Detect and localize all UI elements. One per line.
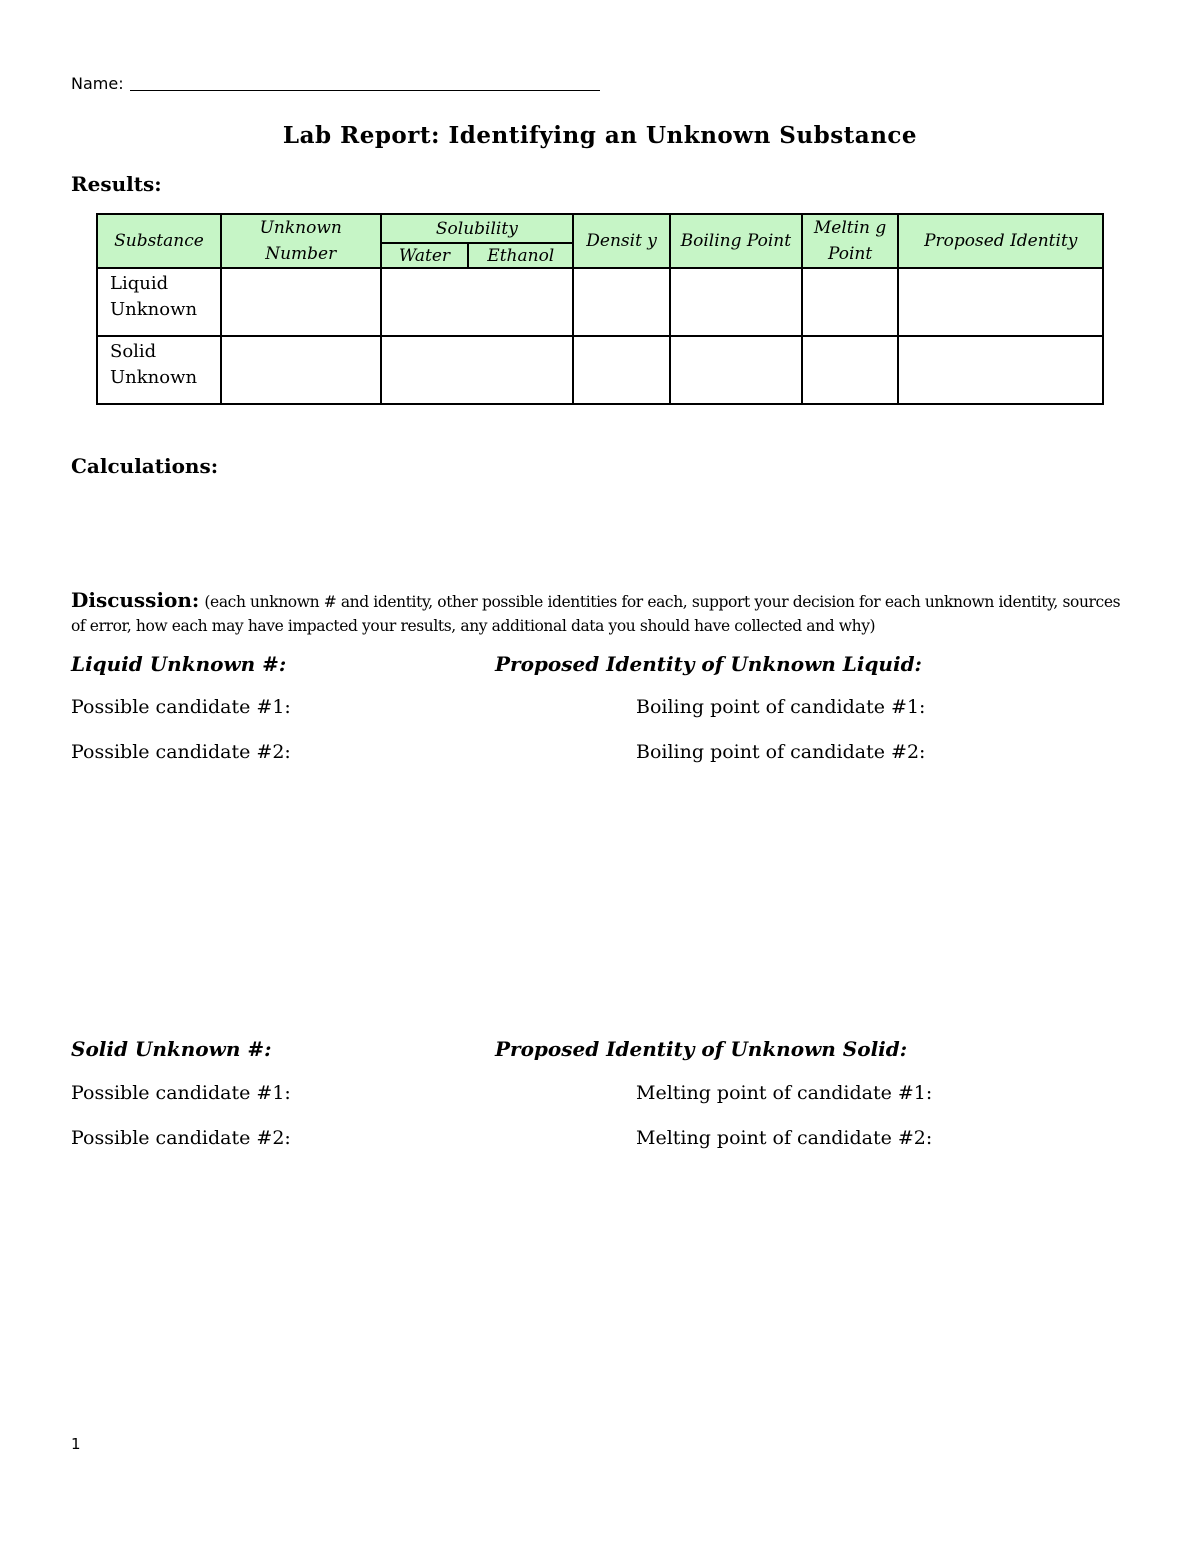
cell-solubility[interactable] (381, 336, 574, 404)
cell-boiling-point[interactable] (670, 336, 802, 404)
cell-solubility[interactable] (381, 268, 574, 336)
liquid-proposed-identity-label: Proposed Identity of Unknown Liquid: (495, 652, 922, 676)
cell-unknown-number[interactable] (221, 336, 381, 404)
discussion-block (71, 588, 1131, 638)
header-substance: Substance (97, 214, 221, 268)
cell-melting-point[interactable] (802, 336, 899, 404)
header-ethanol: Ethanol (468, 243, 573, 268)
page-title: Lab Report: Identifying an Unknown Substance (282, 122, 918, 149)
discussion-heading: Discussion: (71, 588, 200, 612)
solid-candidate-1-label: Possible candidate #1: (71, 1082, 291, 1104)
solid-proposed-identity-label: Proposed Identity of Unknown Solid: (495, 1037, 908, 1061)
header-solubility: Solubility (381, 214, 574, 243)
name-blank-line[interactable] (130, 90, 600, 91)
row-label-solid: Solid Unknown (97, 336, 221, 404)
cell-boiling-point[interactable] (670, 268, 802, 336)
header-unknown-number: Unknown Number (221, 214, 381, 268)
cell-density[interactable] (573, 268, 670, 336)
header-water: Water (381, 243, 469, 268)
table-row (97, 268, 1103, 336)
solid-melting-point-1-label: Melting point of candidate #1: (636, 1082, 933, 1104)
row-label-liquid: Liquid Unknown (97, 268, 221, 336)
results-heading: Results: (71, 172, 162, 196)
header-proposed-identity: Proposed Identity (898, 214, 1103, 268)
liquid-boiling-point-1-label: Boiling point of candidate #1: (636, 696, 926, 718)
liquid-unknown-label: Liquid Unknown #: (71, 652, 287, 676)
cell-density[interactable] (573, 336, 670, 404)
discussion-note: (each unknown # and identity, other possible identities for each, support your decision for each unknown identity, sources of error, how each may have impacted your results, any additional data you should have collected and why) (71, 593, 1121, 635)
header-boiling-point: Boiling Point (670, 214, 802, 268)
header-density: Densit y (573, 214, 670, 268)
liquid-candidate-1-label: Possible candidate #1: (71, 696, 291, 718)
liquid-candidate-2-label: Possible candidate #2: (71, 741, 291, 763)
cell-melting-point[interactable] (802, 268, 899, 336)
cell-unknown-number[interactable] (221, 268, 381, 336)
name-label: Name: (71, 74, 124, 93)
header-melting-point: Meltin g Point (802, 214, 899, 268)
name-field (71, 74, 600, 93)
table-row (97, 336, 1103, 404)
solid-melting-point-2-label: Melting point of candidate #2: (636, 1127, 933, 1149)
cell-proposed-identity[interactable] (898, 336, 1103, 404)
page-number: 1 (71, 1435, 81, 1453)
solid-candidate-2-label: Possible candidate #2: (71, 1127, 291, 1149)
calculations-heading: Calculations: (71, 454, 219, 478)
cell-proposed-identity[interactable] (898, 268, 1103, 336)
results-table (96, 213, 1104, 405)
liquid-boiling-point-2-label: Boiling point of candidate #2: (636, 741, 926, 763)
solid-unknown-label: Solid Unknown #: (71, 1037, 272, 1061)
